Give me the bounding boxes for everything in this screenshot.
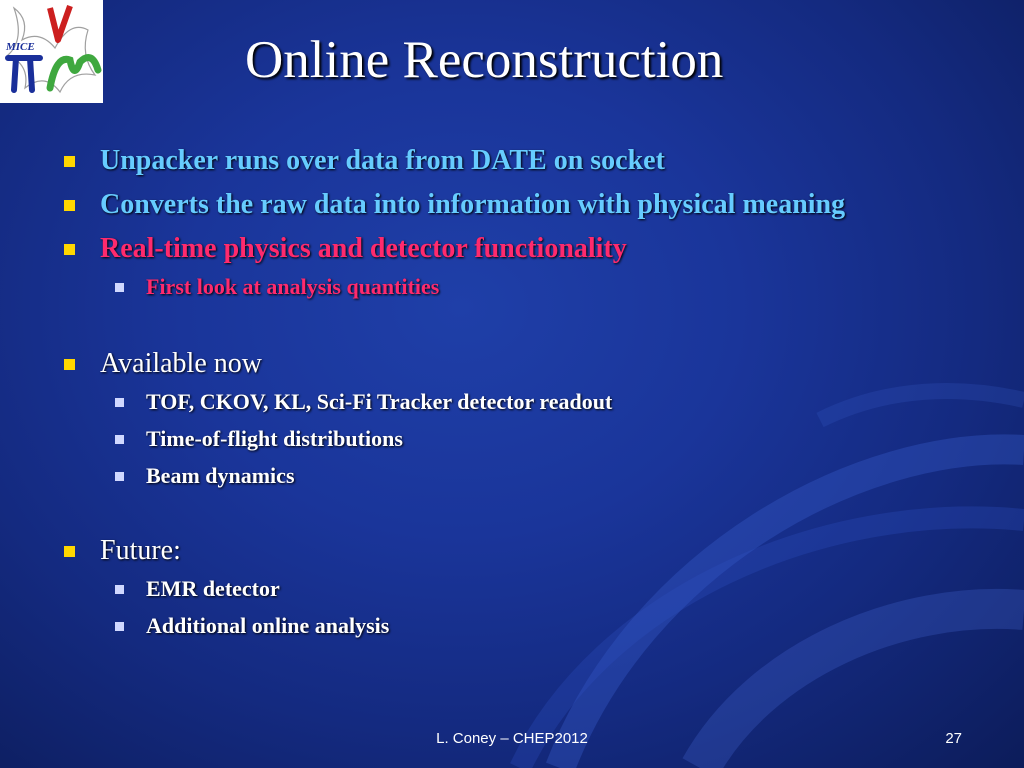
sub-bullet-text: Additional online analysis: [146, 613, 390, 638]
sub-bullet-square-icon: [115, 283, 124, 292]
sub-bullet-square-icon: [115, 435, 124, 444]
bullet-square-icon: [64, 359, 75, 370]
sub-bullet-text: TOF, CKOV, KL, Sci-Fi Tracker detector readout: [146, 389, 613, 414]
bullet-square-icon: [64, 546, 75, 557]
mice-logo: [0, 0, 103, 103]
bullet-text: Real-time physics and detector functionality: [100, 233, 627, 264]
bullet-text: Future:: [100, 535, 181, 566]
sub-bullet-square-icon: [115, 622, 124, 631]
sub-bullet-item: [62, 268, 942, 305]
sub-bullet-item: [62, 607, 942, 644]
sub-bullet-item: [62, 420, 942, 457]
bullet-item: [62, 186, 942, 224]
bullet-item: [62, 345, 942, 383]
sub-bullet-item: [62, 383, 942, 420]
sub-bullet-square-icon: [115, 472, 124, 481]
sub-bullet-text: Time-of-flight distributions: [146, 426, 403, 451]
page-number: 27: [945, 730, 962, 747]
bullet-square-icon: [64, 244, 75, 255]
bullet-item: [62, 230, 942, 268]
bullet-square-icon: [64, 200, 75, 211]
slide-title: Online Reconstruction: [245, 31, 724, 89]
slide-footer: L. Coney – CHEP2012: [436, 730, 588, 747]
sub-bullet-square-icon: [115, 585, 124, 594]
sub-bullet-item: [62, 457, 942, 494]
sub-bullet-square-icon: [115, 398, 124, 407]
sub-bullet-item: [62, 570, 942, 607]
sub-bullet-text: First look at analysis quantities: [146, 274, 440, 299]
sub-bullet-text: Beam dynamics: [146, 463, 295, 488]
bullet-item: [62, 142, 942, 180]
bullet-text: Unpacker runs over data from DATE on socket: [100, 145, 665, 176]
bullet-text: Available now: [100, 348, 262, 379]
svg-text:MICE: MICE: [6, 41, 35, 53]
bullet-square-icon: [64, 156, 75, 167]
sub-bullet-text: EMR detector: [146, 576, 280, 601]
bullet-text: Converts the raw data into information with physical meaning: [100, 189, 846, 220]
bullet-item: [62, 532, 942, 570]
slide-body: [62, 142, 942, 644]
